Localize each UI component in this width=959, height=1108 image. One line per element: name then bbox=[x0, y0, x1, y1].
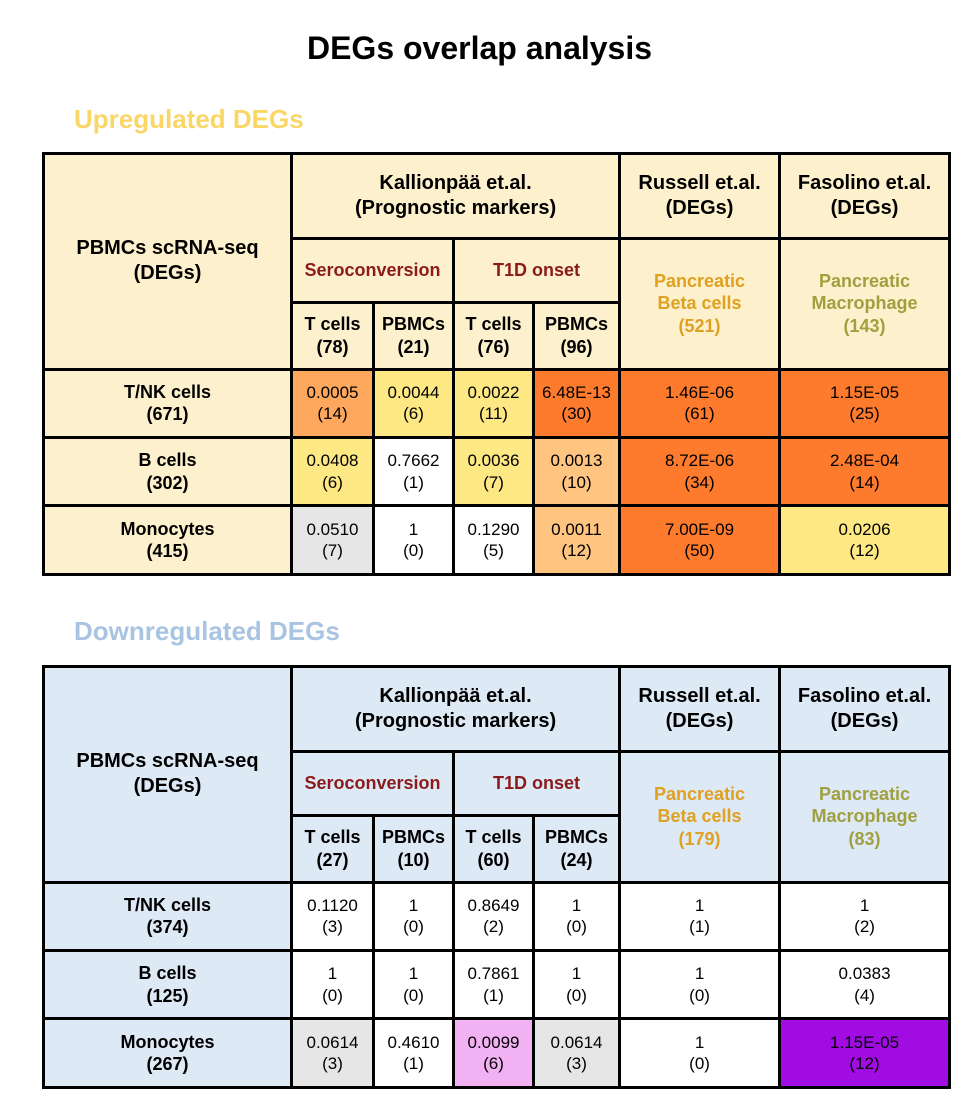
row-header: T/NK cells (374) bbox=[44, 882, 292, 950]
russell-header: Russell et.al. (DEGs) bbox=[620, 667, 780, 752]
p-value-cell: 1 (1) bbox=[620, 882, 780, 950]
subcolumn-header: PBMCs (24) bbox=[534, 816, 620, 882]
p-value-cell: 0.1290 (5) bbox=[454, 506, 534, 575]
fasolino-header: Fasolino et.al. (DEGs) bbox=[780, 667, 950, 752]
p-value-cell: 1.15E-05 (12) bbox=[780, 1019, 950, 1088]
corner-header: PBMCs scRNA-seq (DEGs) bbox=[44, 154, 292, 370]
p-value-cell: 0.0022 (11) bbox=[454, 369, 534, 437]
p-value-cell: 1.46E-06 (61) bbox=[620, 369, 780, 437]
subcolumn-header: T cells (76) bbox=[454, 303, 534, 369]
row-header: B cells (125) bbox=[44, 951, 292, 1019]
p-value-cell: 0.0383 (4) bbox=[780, 951, 950, 1019]
p-value-cell: 0.7662 (1) bbox=[374, 438, 454, 506]
p-value-cell: 1 (0) bbox=[534, 882, 620, 950]
p-value-cell: 1.15E-05 (25) bbox=[780, 369, 950, 437]
row-header: Monocytes (415) bbox=[44, 506, 292, 575]
p-value-cell: 0.1120 (3) bbox=[292, 882, 374, 950]
subcolumn-header: PBMCs (21) bbox=[374, 303, 454, 369]
pancreatic-beta-cells-header: Pancreatic Beta cells (521) bbox=[620, 238, 780, 369]
p-value-cell: 0.0011 (12) bbox=[534, 506, 620, 575]
p-value-cell: 0.0013 (10) bbox=[534, 438, 620, 506]
table-row bbox=[44, 438, 950, 506]
p-value-cell: 2.48E-04 (14) bbox=[780, 438, 950, 506]
p-value-cell: 0.0510 (7) bbox=[292, 506, 374, 575]
upregulated-section-label: Upregulated DEGs bbox=[74, 104, 304, 134]
subcolumn-header: T cells (60) bbox=[454, 816, 534, 882]
p-value-cell: 1 (0) bbox=[374, 882, 454, 950]
kallionpaa-header: Kallionpää et.al. (Prognostic markers) bbox=[292, 154, 620, 239]
p-value-cell: 0.0044 (6) bbox=[374, 369, 454, 437]
p-value-cell: 1 (0) bbox=[374, 506, 454, 575]
table-row bbox=[44, 951, 950, 1019]
subcolumn-header: T cells (27) bbox=[292, 816, 374, 882]
table-row bbox=[44, 1019, 950, 1088]
p-value-cell: 7.00E-09 (50) bbox=[620, 506, 780, 575]
upregulated-degs-table bbox=[42, 152, 951, 576]
kallionpaa-header: Kallionpää et.al. (Prognostic markers) bbox=[292, 667, 620, 752]
page-title: DEGs overlap analysis bbox=[306, 30, 653, 66]
pancreatic-macrophage-header: Pancreatic Macrophage (83) bbox=[780, 751, 950, 882]
p-value-cell: 0.0005 (14) bbox=[292, 369, 374, 437]
row-header: T/NK cells (671) bbox=[44, 369, 292, 437]
p-value-cell: 1 (0) bbox=[374, 951, 454, 1019]
t1d-onset-header: T1D onset bbox=[454, 751, 620, 815]
p-value-cell: 6.48E-13 (30) bbox=[534, 369, 620, 437]
p-value-cell: 8.72E-06 (34) bbox=[620, 438, 780, 506]
p-value-cell: 1 (0) bbox=[620, 1019, 780, 1088]
row-header: B cells (302) bbox=[44, 438, 292, 506]
row-header: Monocytes (267) bbox=[44, 1019, 292, 1088]
seroconversion-header: Seroconversion bbox=[292, 238, 454, 302]
p-value-cell: 1 (0) bbox=[292, 951, 374, 1019]
p-value-cell: 1 (0) bbox=[534, 951, 620, 1019]
t1d-onset-header: T1D onset bbox=[454, 238, 620, 302]
subcolumn-header: PBMCs (96) bbox=[534, 303, 620, 369]
subcolumn-header: PBMCs (10) bbox=[374, 816, 454, 882]
fasolino-header: Fasolino et.al. (DEGs) bbox=[780, 154, 950, 239]
table-row bbox=[44, 506, 950, 575]
p-value-cell: 0.0036 (7) bbox=[454, 438, 534, 506]
pancreatic-macrophage-header: Pancreatic Macrophage (143) bbox=[780, 238, 950, 369]
seroconversion-header: Seroconversion bbox=[292, 751, 454, 815]
pancreatic-beta-cells-header: Pancreatic Beta cells (179) bbox=[620, 751, 780, 882]
p-value-cell: 1 (2) bbox=[780, 882, 950, 950]
corner-header: PBMCs scRNA-seq (DEGs) bbox=[44, 667, 292, 883]
p-value-cell: 1 (0) bbox=[620, 951, 780, 1019]
downregulated-degs-table bbox=[42, 665, 951, 1089]
p-value-cell: 0.4610 (1) bbox=[374, 1019, 454, 1088]
downregulated-section-label: Downregulated DEGs bbox=[74, 616, 340, 646]
p-value-cell: 0.8649 (2) bbox=[454, 882, 534, 950]
table-row bbox=[44, 369, 950, 437]
p-value-cell: 0.7861 (1) bbox=[454, 951, 534, 1019]
p-value-cell: 0.0614 (3) bbox=[292, 1019, 374, 1088]
russell-header: Russell et.al. (DEGs) bbox=[620, 154, 780, 239]
table-row bbox=[44, 882, 950, 950]
p-value-cell: 0.0206 (12) bbox=[780, 506, 950, 575]
subcolumn-header: T cells (78) bbox=[292, 303, 374, 369]
p-value-cell: 0.0614 (3) bbox=[534, 1019, 620, 1088]
p-value-cell: 0.0099 (6) bbox=[454, 1019, 534, 1088]
p-value-cell: 0.0408 (6) bbox=[292, 438, 374, 506]
